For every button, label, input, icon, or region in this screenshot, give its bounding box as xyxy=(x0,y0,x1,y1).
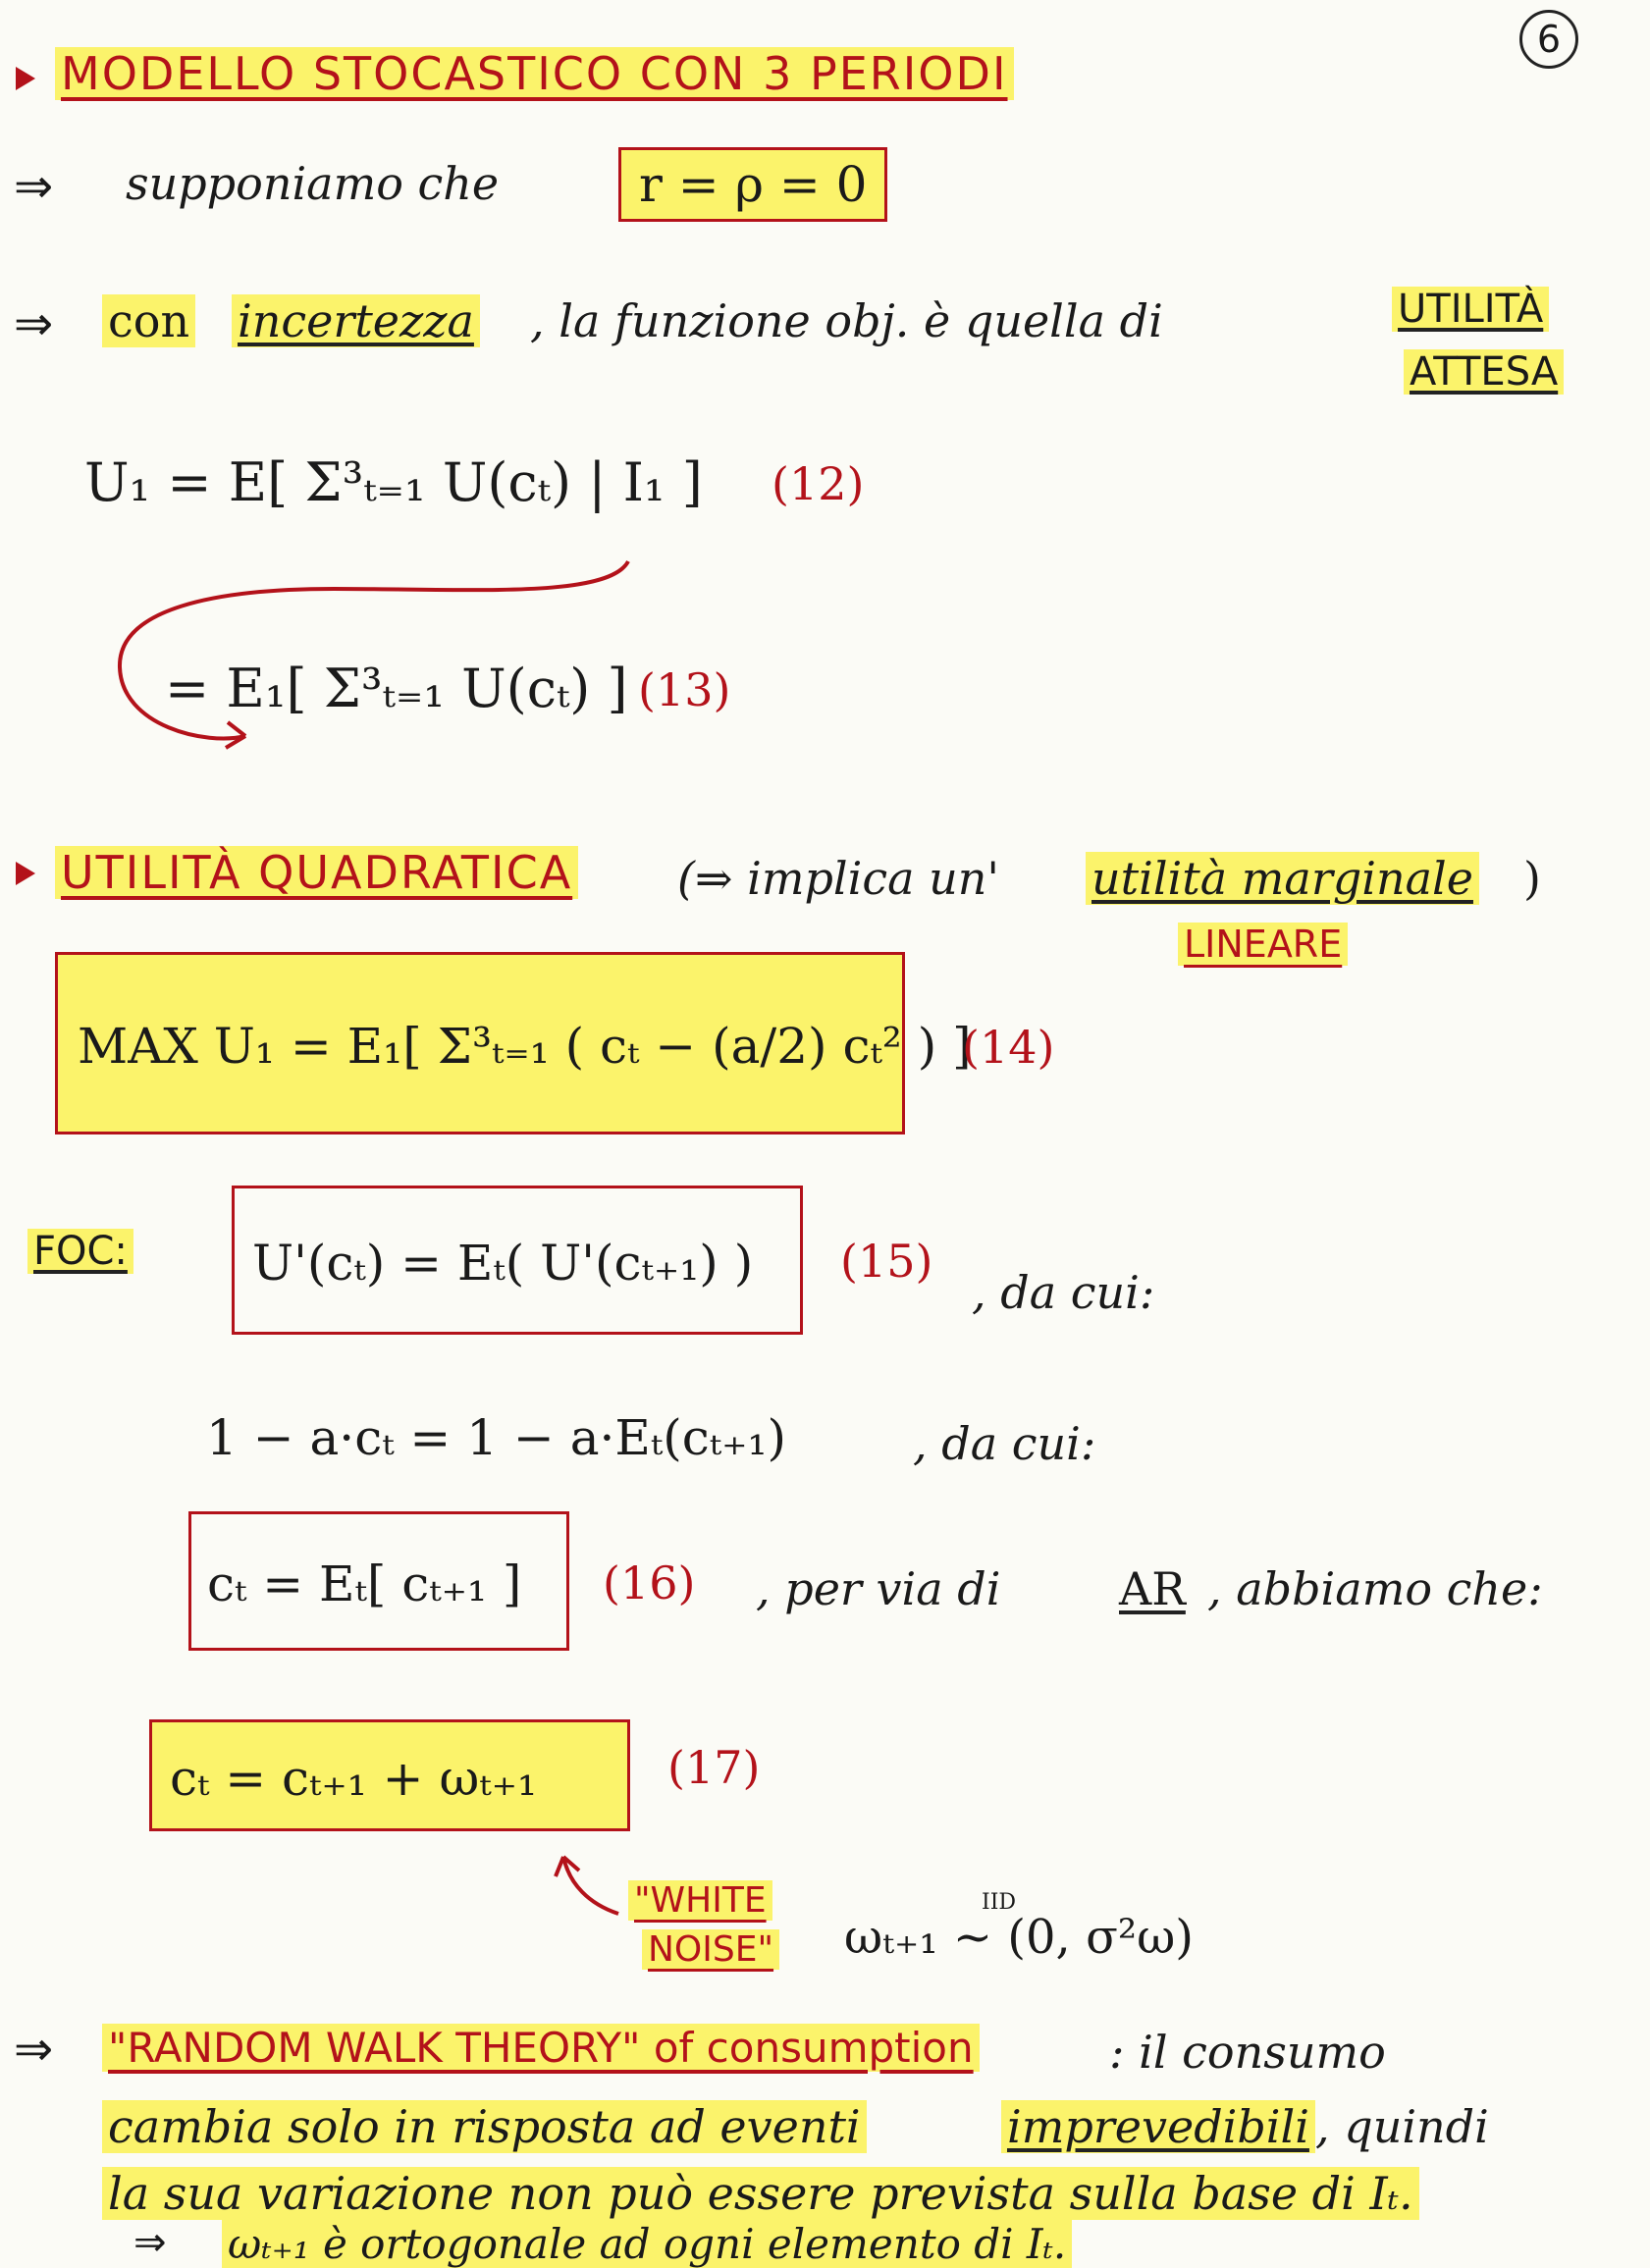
equation-13-label: (13) xyxy=(638,663,731,716)
bullet-triangle-icon xyxy=(16,862,35,885)
implies-arrow-icon: ⇒ xyxy=(14,159,54,214)
equation-15-after: , da cui: xyxy=(972,1266,1155,1319)
equation-16-after-pre: , per via di xyxy=(756,1562,1001,1615)
equation-12: U₁ = E[ Σ³ₜ₌₁ U(cₜ) | I₁ ] xyxy=(84,451,703,513)
random-walk-line-3: la sua variazione non può essere prevista sulla base di Iₜ. xyxy=(102,2167,1419,2220)
utility-word: UTILITÀ xyxy=(1392,287,1549,332)
foc-label: FOC: xyxy=(27,1229,133,1274)
equation-17-box: cₜ = cₜ₊₁ + ωₜ₊₁ xyxy=(149,1719,630,1831)
random-walk-theory: "RANDOM WALK THEORY" of consumption xyxy=(102,2024,980,2072)
assumption-box: r = ρ = 0 xyxy=(618,147,887,222)
white-noise-label-1: "WHITE xyxy=(628,1880,772,1921)
equation-16-label: (16) xyxy=(603,1556,696,1609)
white-noise-distribution: ωₜ₊₁ ~ (0, σ²ω) xyxy=(844,1910,1194,1965)
equation-15-label: (15) xyxy=(840,1235,933,1288)
random-walk-post: : il consumo xyxy=(1109,2026,1386,2079)
iid-tag: IID xyxy=(982,1890,1017,1915)
implies-text: (⇒ implica un' xyxy=(677,852,1000,905)
equation-17-label: (17) xyxy=(667,1741,761,1794)
equation-linear: 1 − a·cₜ = 1 − a·Eₜ(cₜ₊₁) xyxy=(206,1409,787,1466)
section-title-quadratic-utility: UTILITÀ QUADRATICA xyxy=(55,846,578,899)
equation-16-box: cₜ = Eₜ[ cₜ₊₁ ] xyxy=(188,1511,569,1651)
uncertainty-pre: con xyxy=(102,294,195,347)
implies-close: ) xyxy=(1523,852,1541,905)
bullet-triangle-icon xyxy=(16,67,35,90)
implies-arrow-icon: ⇒ xyxy=(133,2220,167,2265)
equation-14-box: MAX U₁ = E₁[ Σ³ₜ₌₁ ( cₜ − (a/2) cₜ² ) ] xyxy=(55,952,905,1134)
random-walk-line-2-post: , quindi xyxy=(1315,2100,1489,2153)
marginal-utility-text: utilità marginale xyxy=(1086,852,1479,905)
equation-15-box: U'(cₜ) = Eₜ( U'(cₜ₊₁) ) xyxy=(232,1186,803,1335)
random-walk-line-2-pre: cambia solo in risposta ad eventi xyxy=(102,2100,867,2153)
uncertainty-word: incertezza xyxy=(232,294,480,347)
pointer-arrow-icon xyxy=(550,1845,628,1924)
page-number: 6 xyxy=(1519,10,1578,69)
implies-arrow-icon: ⇒ xyxy=(14,296,54,351)
random-walk-line-4: ωₜ₊₁ è ortogonale ad ogni elemento di Iₜ. xyxy=(222,2220,1072,2268)
objective-text: , la funzione obj. è quella di xyxy=(530,294,1163,347)
equation-13: = E₁[ Σ³ₜ₌₁ U(cₜ) ] xyxy=(165,658,628,719)
equation-16-after-post: , abbiamo che: xyxy=(1207,1562,1543,1615)
white-noise-label-2: NOISE" xyxy=(642,1929,779,1970)
equation-12-label: (12) xyxy=(772,457,865,510)
section-title-stochastic-model: MODELLO STOCASTICO CON 3 PERIODI xyxy=(55,47,1014,100)
equation-linear-after: , da cui: xyxy=(913,1417,1096,1470)
implies-arrow-icon: ⇒ xyxy=(14,2022,54,2077)
unpredictable-word: imprevedibili xyxy=(1001,2100,1315,2153)
assumption-text: supponiamo che xyxy=(126,157,500,210)
linear-word: LINEARE xyxy=(1178,923,1348,966)
equation-14-label: (14) xyxy=(962,1021,1055,1074)
expected-word: ATTESA xyxy=(1404,349,1564,395)
ar-text: AR xyxy=(1119,1562,1186,1615)
